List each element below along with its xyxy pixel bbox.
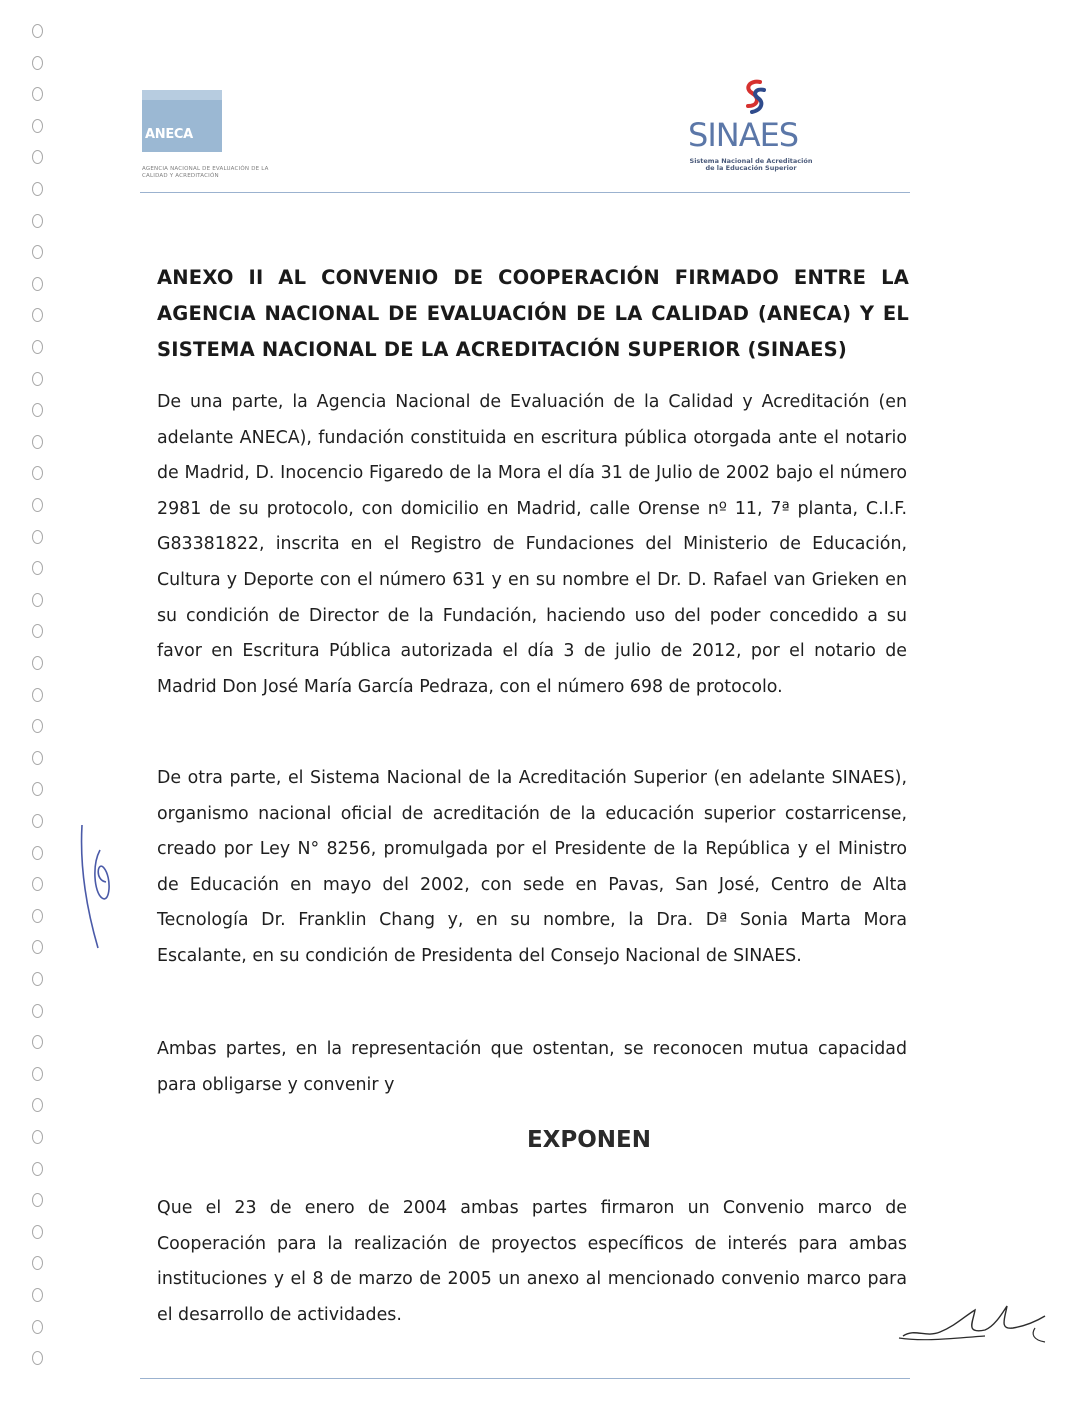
paragraph-sinaes-party: De otra parte, el Sistema Nacional de la Acreditación Superior (en adelante SINAES), organismo nacional oficial de acreditación de la educación superior costarricense, creado por Ley N° 8256, promulgada por el Presidente de la República y el Ministro de Educación en mayo del 2002, con sede en Pavas, San José, Centro de Alta Tecnología Dr. Franklin Chang y, en su nombre, la Dra. Dª Sonia Marta Mora Escalante, en su condición de Presidenta del Consejo Nacional de SINAES. <box>157 768 907 966</box>
binder-hole <box>32 940 43 954</box>
binder-hole <box>32 214 43 228</box>
binder-hole <box>32 340 43 354</box>
aneca-logo <box>142 90 292 185</box>
binder-hole <box>32 1320 43 1334</box>
sinaes-logo <box>672 76 822 186</box>
binder-hole <box>32 245 43 259</box>
binder-hole <box>32 561 43 575</box>
binder-hole <box>32 1288 43 1302</box>
aneca-logo-block <box>142 90 222 152</box>
binder-hole <box>32 150 43 164</box>
binder-hole <box>32 1098 43 1112</box>
document-title <box>157 260 909 368</box>
binder-hole <box>32 1351 43 1365</box>
signature-mark <box>895 1298 1065 1348</box>
binder-hole <box>32 277 43 291</box>
binder-holes <box>28 18 48 1398</box>
binder-hole <box>32 372 43 386</box>
title-line: SISTEMA NACIONAL DE LA ACREDITACIÓN SUPERIOR (SINAES) <box>157 338 847 361</box>
binder-hole <box>32 1004 43 1018</box>
binder-hole <box>32 814 43 828</box>
header-rule <box>140 192 910 193</box>
binder-hole <box>32 846 43 860</box>
binder-hole <box>32 119 43 133</box>
binder-hole <box>32 1256 43 1270</box>
binder-hole <box>32 593 43 607</box>
margin-initials-mark <box>72 820 122 960</box>
section-heading: EXPONEN <box>526 1127 652 1153</box>
binder-hole <box>32 182 43 196</box>
binder-hole <box>32 688 43 702</box>
binder-hole <box>32 719 43 733</box>
binder-hole <box>32 466 43 480</box>
binder-hole <box>32 56 43 70</box>
binder-hole <box>32 877 43 891</box>
binder-hole <box>32 308 43 322</box>
sinaes-logo-word: SINAES <box>688 116 799 154</box>
binder-hole <box>32 403 43 417</box>
binder-hole <box>32 972 43 986</box>
title-line: AGENCIA NACIONAL DE EVALUACIÓN DE LA CALIDAD (ANECA) Y EL <box>157 302 909 325</box>
aneca-logo-band <box>142 90 222 100</box>
binder-hole <box>32 530 43 544</box>
binder-hole <box>32 909 43 923</box>
sinaes-logo-subtitle: Sistema Nacional de Acreditación de la Educación Superior <box>689 157 813 172</box>
binder-hole <box>32 782 43 796</box>
sinaes-swirl-icon <box>672 76 822 120</box>
paragraph-background: Que el 23 de enero de 2004 ambas partes firmaron un Convenio marco de Cooperación para la realización de proyectos específicos de interés para ambas instituciones y el 8 de marzo de 2005 un anexo al mencionado convenio marco para el desarrollo de actividades. <box>157 1198 907 1325</box>
binder-hole <box>32 435 43 449</box>
aneca-logo-word: ANECA <box>145 127 193 142</box>
binder-hole <box>32 1193 43 1207</box>
aneca-logo-subtitle: AGENCIA NACIONAL DE EVALUACIÓN DE LA CALIDAD Y ACREDITACIÓN <box>142 166 269 179</box>
paragraph-capacity: Ambas partes, en la representación que ostentan, se reconocen mutua capacidad para obligarse y convenir y <box>157 1039 907 1095</box>
title-line: ANEXO II AL CONVENIO DE COOPERACIÓN FIRMADO ENTRE LA <box>157 266 909 289</box>
binder-hole <box>32 24 43 38</box>
binder-hole <box>32 1225 43 1239</box>
binder-hole <box>32 624 43 638</box>
binder-hole <box>32 751 43 765</box>
footer-rule <box>140 1378 910 1379</box>
binder-hole <box>32 1067 43 1081</box>
binder-hole <box>32 1162 43 1176</box>
paragraph-aneca-party: De una parte, la Agencia Nacional de Evaluación de la Calidad y Acreditación (en adelante ANECA), fundación constituida en escritura pública otorgada ante el notario de Madrid, D. Inocencio Figaredo de la Mora el día 31 de Julio de 2002 bajo el número 2981 de su protocolo, con domicilio en Madrid, calle Orense nº 11, 7ª planta, C.I.F. G83381822, inscrita en el Registro de Fundaciones del Ministerio de Educación, Cultura y Deporte con el número 631 y en su nombre el Dr. D. Rafael van Grieken en su condición de Director de la Fundación, haciendo uso del poder concedido a su favor en Escritura Pública autorizada el día 3 de julio de 2012, por el notario de Madrid Don José María García Pedraza, con el número 698 de protocolo. <box>157 392 907 697</box>
binder-hole <box>32 498 43 512</box>
binder-hole <box>32 1035 43 1049</box>
binder-hole <box>32 656 43 670</box>
binder-hole <box>32 87 43 101</box>
